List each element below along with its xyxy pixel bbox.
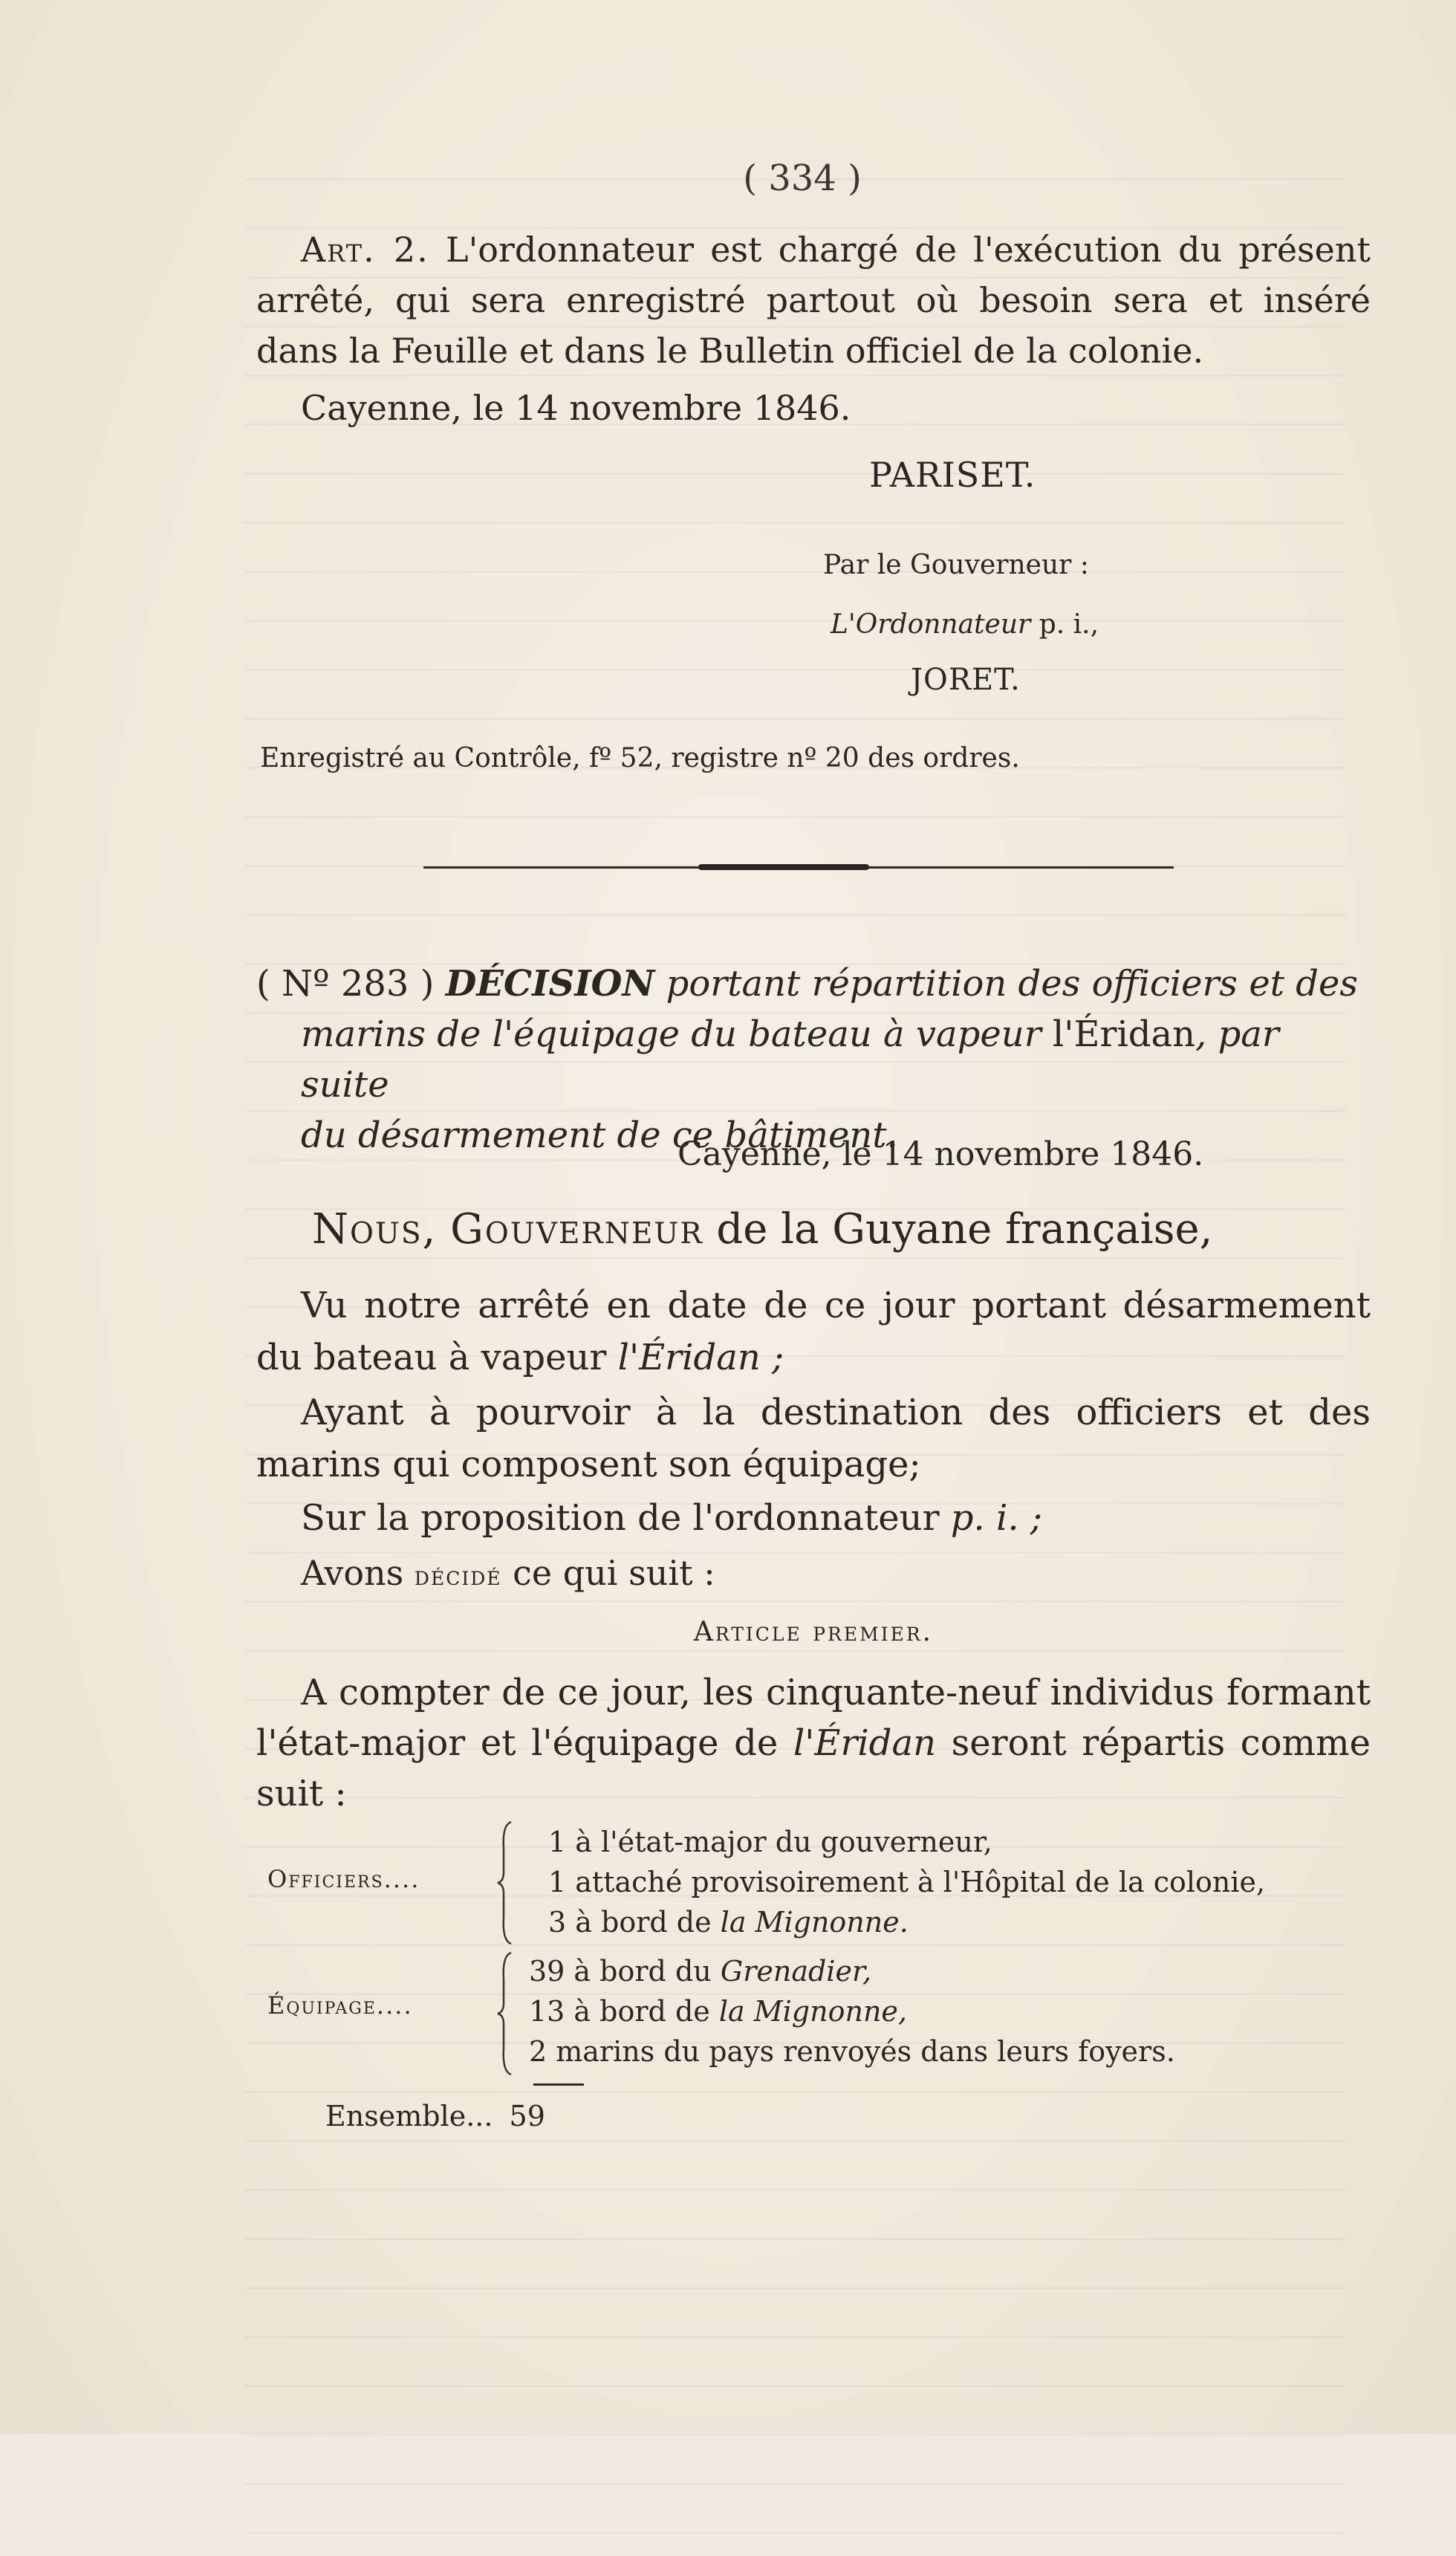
officiers-line-3-text: 3 à bord de: [548, 1906, 712, 1939]
compter-ship: l'Éridan: [793, 1722, 936, 1764]
decision-heading: [256, 958, 1371, 1161]
equipage-brace: [496, 1950, 519, 2077]
ordonnateur-pi: p. i.,: [1039, 609, 1099, 640]
equipage-line-3: 2 marins du pays renvoyés dans leurs foyers.: [529, 2035, 1175, 2068]
decision-ship-name: l'Éridan: [1052, 1013, 1196, 1055]
sur-pi: p. i. ;: [950, 1497, 1043, 1539]
avons-paragraph: [256, 1547, 1371, 1603]
compter-paragraph: [256, 1667, 1371, 1819]
ensemble-label: Ensemble...: [325, 2100, 493, 2132]
sum-rule: [533, 2083, 584, 2086]
article-2-label: Art. 2.: [301, 230, 429, 270]
decision-title-rest: portant répartition des officiers et des: [666, 963, 1359, 1005]
ensemble-line: [325, 2100, 545, 2132]
avons-word: Avons: [301, 1553, 404, 1593]
officiers-label: Officiers....: [267, 1865, 420, 1893]
ayant-paragraph: Ayant à pourvoir à la destination des officiers et des marins qui composent son équipage;: [256, 1392, 1371, 1485]
article-2-paragraph: [256, 224, 1371, 376]
ordonnateur-line: [831, 609, 1099, 640]
sur-text: Sur la proposition de l'ordonnateur: [301, 1497, 940, 1539]
decide-word: décidé: [414, 1561, 502, 1592]
compter-text: A compter de ce jour, les cinquante-neuf individus formant l'état-major et l'équipage de: [256, 1672, 1371, 1764]
compter-end: seront répartis comme suit :: [256, 1722, 1371, 1814]
article-2-text: L'ordonnateur est chargé de l'exécution du présent arrêté, qui sera enregistré partout où besoin sera et inséré dans la Feuille et dans le Bulletin officiel de la colonie.: [256, 230, 1371, 371]
sur-paragraph: [256, 1492, 1371, 1544]
vu-ship: l'Éridan ;: [617, 1337, 784, 1378]
equipage-line-1-text: 39 à bord du: [529, 1955, 712, 1988]
section-separator-swell: [698, 864, 869, 870]
gouverneur-word: Gouverneur: [450, 1205, 703, 1253]
equipage-line-1-ship: Grenadier,: [720, 1955, 872, 1988]
nous-rest: de la Guyane française,: [716, 1205, 1213, 1253]
signature-joret: JORET.: [911, 663, 1021, 697]
signature-pariset: PARISET.: [869, 455, 1036, 495]
equipage-lines: [529, 1951, 1175, 2072]
dateline-1: Cayenne, le 14 novembre 1846.: [301, 388, 851, 428]
officiers-lines: [548, 1822, 1265, 1942]
officiers-line-1: 1 à l'état-major du gouverneur,: [548, 1826, 992, 1858]
decision-line-2: marins de l'équipage du bateau à vapeur: [301, 1013, 1041, 1055]
vu-paragraph: [256, 1279, 1371, 1384]
nous-gouverneur-line: [312, 1205, 1212, 1253]
decision-line-3: du désarmement de ce bâtiment.: [301, 1115, 898, 1156]
decision-title: DÉCISION: [445, 963, 655, 1005]
officiers-line-3: [548, 1902, 1265, 1942]
decision-line-2-end: , par suite: [301, 1013, 1279, 1106]
ordonnateur-title: L'Ordonnateur: [831, 609, 1031, 640]
equipage-line-1: [529, 1951, 1175, 1991]
equipage-label: Équipage....: [267, 1991, 413, 2020]
dateline-2: Cayenne, le 14 novembre 1846.: [677, 1135, 1204, 1173]
officiers-line-2: 1 attaché provisoirement à l'Hôpital de la colonie,: [548, 1866, 1266, 1898]
officiers-line-3-ship: la Mignonne.: [720, 1906, 909, 1939]
registration-note: Enregistré au Contrôle, fº 52, registre nº 20 des ordres.: [260, 743, 1020, 773]
equipage-line-2: [529, 1991, 1175, 2031]
officiers-brace: [496, 1819, 519, 1947]
equipage-line-2-ship: la Mignonne,: [718, 1995, 908, 2028]
article-premier-heading: Article premier.: [693, 1617, 934, 1647]
ensemble-total: 59: [509, 2100, 545, 2132]
avons-rest: ce qui suit :: [513, 1553, 715, 1593]
par-le-gouverneur: Par le Gouverneur :: [823, 550, 1089, 580]
vu-text: Vu notre arrêté en date de ce jour portant désarmement du bateau à vapeur: [256, 1285, 1371, 1378]
nous-word: Nous,: [312, 1205, 438, 1253]
decision-number: ( Nº 283 ): [256, 963, 435, 1005]
equipage-line-2-text: 13 à bord de: [529, 1995, 710, 2028]
page-number: ( 334 ): [743, 158, 862, 199]
